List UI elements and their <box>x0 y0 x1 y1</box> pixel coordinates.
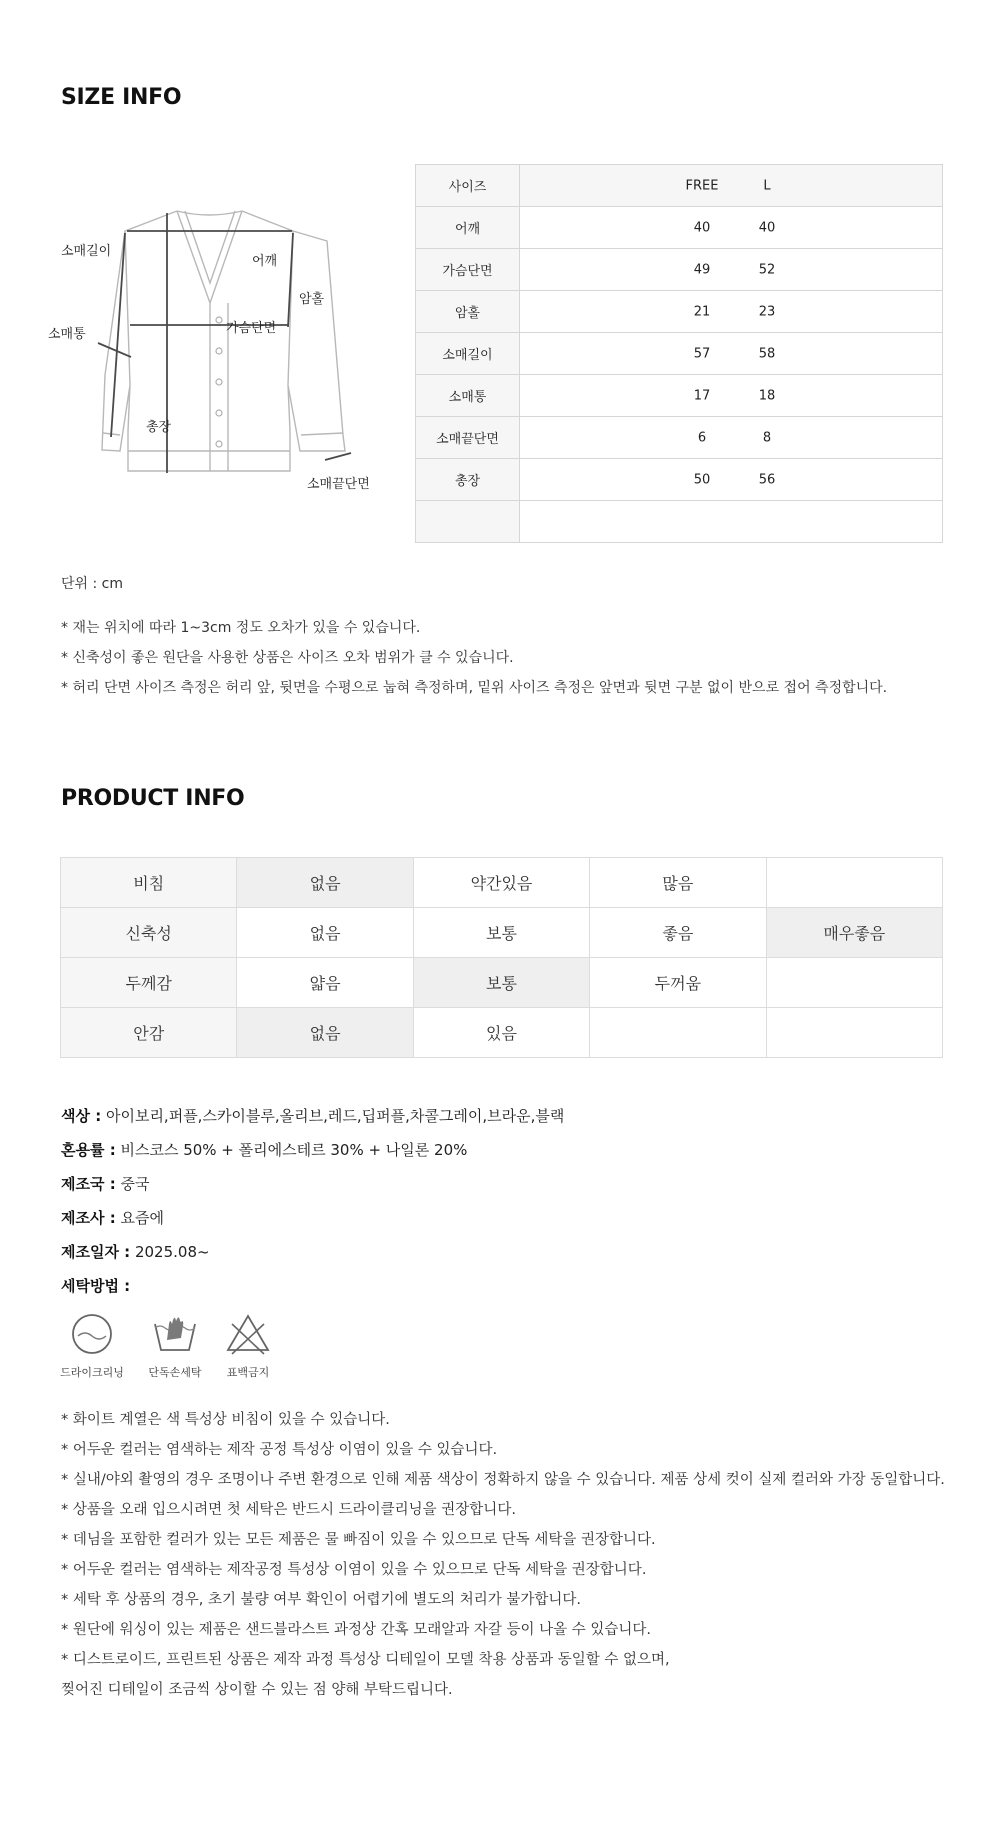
size-table <box>415 164 943 543</box>
info-country-value: 중국 <box>115 1175 150 1193</box>
no-bleach-icon <box>224 1310 272 1358</box>
diagram-label-cuff: 소매끝단면 <box>307 477 370 492</box>
size-value-free: 6 <box>697 430 707 445</box>
wash-label: 단독손세탁 <box>148 1366 202 1379</box>
product-row-thickness <box>61 958 943 1008</box>
product-option: 얇음 <box>237 958 413 1008</box>
size-row-values <box>520 291 943 333</box>
size-row-label: 암홀 <box>416 291 520 333</box>
size-note: * 신축성이 좋은 원단을 사용한 상품은 사이즈 오차 범위가 클 수 있습니다. <box>61 650 514 666</box>
product-note: * 디스트로이드, 프린트된 상품은 제작 과정 특성상 디테일이 모델 착용 상품과 동일할 수 없으며, <box>61 1652 670 1668</box>
size-value-free: 49 <box>693 262 711 277</box>
info-material-value: 비스코스 50% + 폴리에스테르 30% + 나일론 20% <box>115 1141 468 1159</box>
size-table-header-values <box>520 165 943 207</box>
size-row-values <box>520 333 943 375</box>
wash-item-dry-clean <box>52 1310 132 1380</box>
product-note: * 어두운 컬러는 염색하는 제작공정 특성상 이염이 있을 수 있으므로 단독 세탁을 권장합니다. <box>61 1562 647 1578</box>
product-option: 많음 <box>590 858 766 908</box>
info-country <box>61 1173 149 1194</box>
info-maker-label: 제조사 : <box>61 1209 116 1227</box>
product-note: * 데님을 포함한 컬러가 있는 모든 제품은 물 빠짐이 있을 수 있으므로 단독 세탁을 권장합니다. <box>61 1532 656 1548</box>
product-row-stretch <box>61 908 943 958</box>
wash-label: 드라이크리닝 <box>60 1366 124 1379</box>
product-option: 좋음 <box>590 908 766 958</box>
product-row-lining <box>61 1008 943 1058</box>
size-row-values-empty <box>520 501 943 543</box>
product-info-title: PRODUCT INFO <box>61 786 245 811</box>
hand-wash-icon <box>151 1310 199 1358</box>
product-row-label: 두께감 <box>61 958 237 1008</box>
product-option: 없음 <box>237 908 413 958</box>
size-row-label: 소매통 <box>416 375 520 417</box>
size-table-row <box>416 291 943 333</box>
product-row-label: 신축성 <box>61 908 237 958</box>
size-header-free: FREE <box>685 178 719 193</box>
product-info-table <box>60 857 943 1058</box>
info-material <box>61 1139 467 1160</box>
size-value-free: 40 <box>693 220 711 235</box>
info-maker-value: 요즘에 <box>115 1209 164 1227</box>
product-option: 두꺼움 <box>590 958 766 1008</box>
size-value-free: 50 <box>693 472 711 487</box>
product-option <box>766 1008 942 1058</box>
size-row-values <box>520 249 943 291</box>
size-row-label: 소매끝단면 <box>416 417 520 459</box>
diagram-label-shoulder: 어깨 <box>252 254 278 269</box>
product-row-sheerness <box>61 858 943 908</box>
wash-item-hand-wash <box>135 1310 215 1380</box>
size-table-row <box>416 417 943 459</box>
product-option: 약간있음 <box>413 858 589 908</box>
size-header-l: L <box>763 178 771 193</box>
dry-clean-icon <box>68 1310 116 1358</box>
diagram-label-armhole: 암홀 <box>299 292 325 307</box>
size-table-row <box>416 207 943 249</box>
info-wash <box>61 1275 130 1296</box>
product-option <box>766 958 942 1008</box>
size-row-values <box>520 459 943 501</box>
diagram-label-sleeve-length: 소매길이 <box>61 244 112 259</box>
info-date <box>61 1241 210 1262</box>
diagram-label-total-length: 총장 <box>146 420 172 435</box>
product-note: * 세탁 후 상품의 경우, 초기 불량 여부 확인이 어렵기에 별도의 처리가 불가합니다. <box>61 1592 581 1608</box>
size-value-l: 23 <box>758 304 776 319</box>
product-option <box>766 858 942 908</box>
product-option <box>590 1008 766 1058</box>
info-date-label: 제조일자 : <box>61 1243 131 1261</box>
size-row-values <box>520 375 943 417</box>
product-row-label: 안감 <box>61 1008 237 1058</box>
product-option-selected: 보통 <box>413 958 589 1008</box>
size-value-l: 8 <box>762 430 772 445</box>
info-color <box>61 1105 564 1126</box>
size-row-label: 어깨 <box>416 207 520 249</box>
size-value-l: 58 <box>758 346 776 361</box>
size-row-label: 가슴단면 <box>416 249 520 291</box>
size-note: * 허리 단면 사이즈 측정은 허리 앞, 뒷면을 수평으로 눕혀 측정하며, 밑위 사이즈 측정은 앞면과 뒷면 구분 없이 반으로 접어 측정합니다. <box>61 680 888 696</box>
product-note: * 상품을 오래 입으시려면 첫 세탁은 반드시 드라이클리닝을 권장합니다. <box>61 1502 516 1518</box>
wash-item-no-bleach <box>208 1310 288 1380</box>
info-maker <box>61 1207 164 1228</box>
product-note: * 어두운 컬러는 염색하는 제작 공정 특성상 이염이 있을 수 있습니다. <box>61 1442 498 1458</box>
size-value-l: 52 <box>758 262 776 277</box>
size-value-l: 56 <box>758 472 776 487</box>
product-note: * 원단에 워싱이 있는 제품은 샌드블라스트 과정상 간혹 모래알과 자갈 등이 나올 수 있습니다. <box>61 1622 652 1638</box>
product-row-label: 비침 <box>61 858 237 908</box>
product-option-selected: 없음 <box>237 1008 413 1058</box>
size-table-row <box>416 249 943 291</box>
product-option: 보통 <box>413 908 589 958</box>
size-value-free: 17 <box>693 388 711 403</box>
product-note: 찢어진 디테일이 조금씩 상이할 수 있는 점 양해 부탁드립니다. <box>61 1682 453 1698</box>
size-row-values <box>520 207 943 249</box>
product-note: * 화이트 계열은 색 특성상 비침이 있을 수 있습니다. <box>61 1412 390 1428</box>
size-row-label: 총장 <box>416 459 520 501</box>
size-value-free: 21 <box>693 304 711 319</box>
info-color-label: 색상 : <box>61 1107 102 1125</box>
cardigan-size-diagram <box>45 205 385 505</box>
size-row-label-empty <box>416 501 520 543</box>
size-table-empty-row <box>416 501 943 543</box>
size-value-l: 40 <box>758 220 776 235</box>
size-table-row <box>416 459 943 501</box>
info-color-value: 아이보리,퍼플,스카이블루,올리브,레드,딥퍼플,차콜그레이,브라운,블랙 <box>101 1107 565 1125</box>
size-table-row <box>416 333 943 375</box>
size-value-free: 57 <box>693 346 711 361</box>
size-info-title: SIZE INFO <box>61 85 182 110</box>
size-note: * 재는 위치에 따라 1~3cm 정도 오차가 있을 수 있습니다. <box>61 620 421 636</box>
product-option: 있음 <box>413 1008 589 1058</box>
size-row-values <box>520 417 943 459</box>
size-table-row <box>416 375 943 417</box>
size-unit: 단위 : cm <box>61 576 124 592</box>
size-table-header-label: 사이즈 <box>416 165 520 207</box>
size-table-header-row <box>416 165 943 207</box>
size-value-l: 18 <box>758 388 776 403</box>
info-date-value: 2025.08~ <box>130 1243 210 1261</box>
product-option-selected: 매우좋음 <box>766 908 942 958</box>
size-row-label: 소매길이 <box>416 333 520 375</box>
product-note: * 실내/야외 촬영의 경우 조명이나 주변 환경으로 인해 제품 색상이 정확하지 않을 수 있습니다. 제품 상세 컷이 실제 컬러와 가장 동일합니다. <box>61 1472 945 1488</box>
diagram-label-chest: 가슴단면 <box>226 321 277 336</box>
wash-label: 표백금지 <box>226 1366 270 1379</box>
info-material-label: 혼용률 : <box>61 1141 116 1159</box>
info-country-label: 제조국 : <box>61 1175 116 1193</box>
product-option-selected: 없음 <box>237 858 413 908</box>
diagram-label-sleeve-width: 소매통 <box>48 327 86 342</box>
info-wash-label: 세탁방법 : <box>61 1277 131 1295</box>
